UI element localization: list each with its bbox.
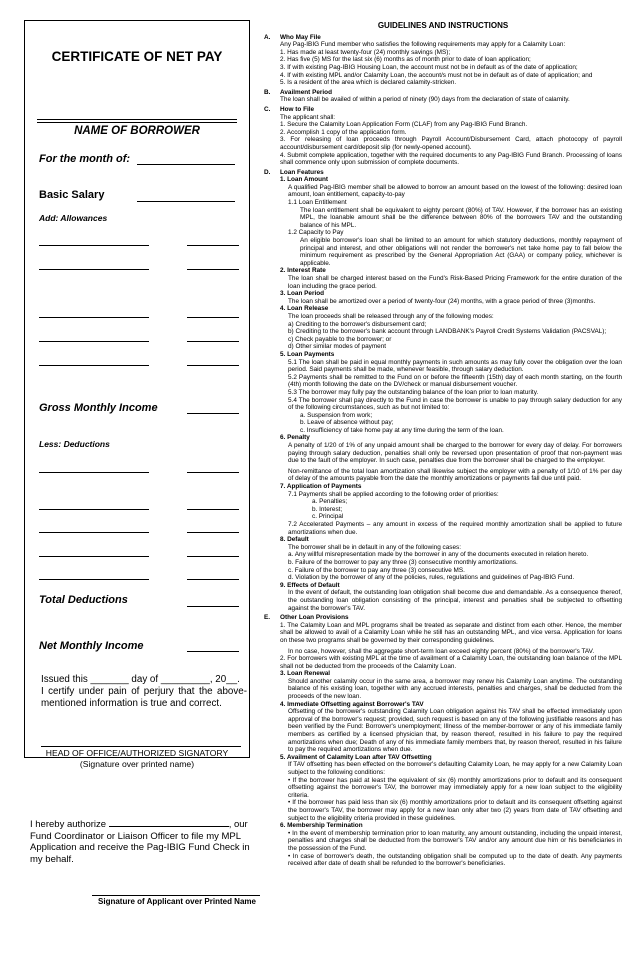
list-item: • If the borrower has paid less than six (6) monthly amortizations prior to default and its consequent offsetting against the borrower's TAV, the borrower may apply for a new loan only after two (2) years from date of TAV offsetting and subject to the eligibility criteria provided in these guidelines. <box>288 799 622 822</box>
subsection-text: A penalty of 1/20 of 1% of any unpaid amount shall be charged to the borrower for every day of delay. For borrowers paying through salary deduction, penalties shall only be reversed upon presentation of proof that non-payment was due to the fault of the employer. In such case, penalties due from the borrower shall be charged to the employer. <box>288 442 622 465</box>
list-item: 5.1 The loan shall be paid in equal monthly payments in such amounts as may fully cover the obligation over the loan period. Said payments shall be made, whenever feasible, through salary deduction. <box>288 358 622 374</box>
gross-monthly-income-label: Gross Monthly Income <box>39 402 158 414</box>
section-heading: Who May File <box>280 33 321 41</box>
list-item: a) Crediting to the borrower's disbursement card; <box>288 320 427 328</box>
subsection-text: In the event of default, the outstanding loan obligation shall become due and demandable. As a consequence thereof, the outstanding loan obligation consisting of the principal, interest and penalties shall be subjected to offsetting against the borrower's TAV. <box>288 589 622 612</box>
title-divider <box>37 119 237 123</box>
list-item: • In case of borrower's death, the outstanding obligation shall be computed up to the date of death. Any payments received after date of death shall be refunded to the borrower's beneficiaries. <box>288 852 622 868</box>
deduction-name-field[interactable] <box>39 556 149 557</box>
section-who-may-file <box>264 34 622 87</box>
subsection-text: Should another calamity occur in the same area, a borrower may renew his Calamity Loan anytime. The outstanding balance of his existing loan, together with any accrued interests, penalties and charges, shall be deducted from the proceeds of the new loan. <box>288 677 622 701</box>
subsection-text: 2. For borrowers with existing MPL at the time of availment of a Calamity Loan, the outstanding loan balance of the MPL shall not be deducted from the proceeds of the Calamity Loan. <box>280 655 622 670</box>
list-item: 3. If with existing Pag-IBIG Housing Loan, the account must not be in default as of the date of application; <box>280 63 578 71</box>
list-item: 3. For releasing of loan proceeds through Payroll Account/Disbursement Card, attach photocopy of payroll account/disbursement card/deposit slip (for newly-opened account). <box>280 136 622 151</box>
section-letter: E. <box>264 614 271 622</box>
list-item: • If the borrower has paid at least the equivalent of six (6) monthly amortizations prior to default and its consequent offsetting against the borrower's TAV, the borrower may immediately apply for a new loan subject to the eligibility criteria. <box>288 776 622 799</box>
list-item: 2. Accomplish 1 copy of the application form. <box>280 128 407 136</box>
allowance-amount-field[interactable] <box>187 317 239 318</box>
list-item: 7.1 Payments shall be applied according to the following order of priorities: <box>288 490 499 498</box>
section-availment-period <box>264 89 622 104</box>
applicant-signature-line[interactable] <box>92 895 260 896</box>
subsection-heading: 2. Interest Rate <box>280 267 326 275</box>
add-allowances-label: Add: Allowances <box>39 213 108 223</box>
subsection-heading: 5. Availment of Calamity Loan after TAV Offsetting <box>280 753 432 761</box>
deduction-name-field[interactable] <box>39 579 149 580</box>
section-text: The loan shall be availed of within a period of ninety (90) days from the declaration of state of calamity. <box>280 96 570 104</box>
list-item: c) Check payable to the borrower; or <box>288 335 392 343</box>
section-text: Any Pag-IBIG Fund member who satisfies the following requirements may apply for a Calamity Loan: <box>280 41 566 49</box>
list-item: a. Suspension from work; <box>300 411 373 419</box>
subsection-text: If TAV offsetting has been effected on the borrower's defaulting Calamity Loan, he may apply for a new Calamity Loan subject to the following conditions: <box>288 761 622 776</box>
subsection-heading: 7. Application of Payments <box>280 483 362 491</box>
subsection-heading: 6. Membership Termination <box>280 822 363 830</box>
subsection-text: The loan proceeds shall be released through any of the following modes: <box>288 312 494 320</box>
deduction-amount-field[interactable] <box>187 556 239 557</box>
subsection-text: A qualified Pag-IBIG member shall be allowed to borrow an amount based on the lowest of the following: desired loan amount, loan entitlement, capacity-to-pay <box>288 183 622 199</box>
subsection-text: 1. The Calamity Loan and MPL programs shall be treated as separate and distinct from each other. Hence, the member shall be allowed to avail of a Calamity Loan while he still has an outstanding MPL, and vice versa. Application for loans on these two programs shall be governed by their corresponding guidelines. <box>280 621 622 644</box>
issued-statement <box>41 674 247 710</box>
subsection-text: An eligible borrower's loan shall be limited to an amount for which statutory deductions, monthly repayment of principal and interest, and other obligations will not render the borrower's net take home pay to fall below the minimum requirement as prescribed by the General Appropriation Act (GAA) or company policy, whichever is applicable. <box>300 237 622 267</box>
month-field[interactable] <box>137 164 235 165</box>
deduction-name-field[interactable] <box>39 472 149 473</box>
allowance-amount-field[interactable] <box>187 341 239 342</box>
deduction-amount-field[interactable] <box>187 472 239 473</box>
applicant-signature-label: Signature of Applicant over Printed Name <box>98 897 256 906</box>
list-item: 5.2 Payments shall be remitted to the Fund on or before the fifteenth (15th) day of each month starting, on the fourth (4th) month following the date on the DV/check or manual disbursement voucher. <box>288 373 622 389</box>
issued-date-line: Issued this _______ day of _________, 20__. <box>41 674 240 685</box>
subsection-heading: 3. Loan Period <box>280 290 325 298</box>
allowance-name-field[interactable] <box>39 269 149 270</box>
section-heading: Other Loan Provisions <box>280 614 349 622</box>
list-item: d. Violation by the borrower of any of the policies, rules, regulations and guidelines of Pag-IBIG Fund. <box>288 574 575 582</box>
list-item: 5. Is a resident of the area which is declared calamity-stricken. <box>280 79 457 87</box>
signatory-signature-line[interactable] <box>41 746 241 747</box>
subsection-heading: 1.1 Loan Entitlement <box>288 199 347 207</box>
authorize-rest-text: our Fund Coordinator or Liaison Officer to file my MPL Application and receive the Pag-IBIG Fund Check in my behalf. <box>30 819 250 865</box>
subsection-text: The borrower shall be in default in any of the following cases: <box>288 543 461 551</box>
gross-monthly-income-field[interactable] <box>187 413 239 414</box>
deduction-amount-field[interactable] <box>187 509 239 510</box>
list-item: a. Penalties; <box>312 498 348 506</box>
list-item: 7.2 Accelerated Payments – any amount in excess of the required monthly amortization shall be applied to future amortizations when due. <box>288 521 622 536</box>
month-label: For the month of: <box>39 153 131 165</box>
subsection-text: The loan entitlement shall be equivalent to eighty percent (80%) of TAV. However, if the borrower has an existing MPL, the loanable amount shall be the difference between 80% of the borrowers TAV and the outstanding balance of his MPL. <box>300 206 622 229</box>
deduction-amount-field[interactable] <box>187 532 239 533</box>
subsection-heading: 5. Loan Payments <box>280 350 335 358</box>
subsection-heading: 4. Immediate Offsetting against Borrower's TAV <box>280 700 424 708</box>
deduction-name-field[interactable] <box>39 532 149 533</box>
deduction-amount-field[interactable] <box>187 579 239 580</box>
allowance-name-field[interactable] <box>39 365 149 366</box>
section-letter: C. <box>264 105 271 113</box>
total-deductions-field[interactable] <box>187 606 239 607</box>
subsection-heading: 6. Penalty <box>280 434 310 442</box>
list-item: 4. If with existing MPL and/or Calamity Loan, the account/s must not be in default as of date of application; and <box>280 71 593 79</box>
list-item: • In the event of membership termination prior to loan maturity, any amount outstanding, including the unpaid interest, penalties and charges shall be deducted from the borrower's TAV and/or any amount due him or his beneficiaries in the possession of the Fund. <box>288 829 622 852</box>
basic-salary-field[interactable] <box>137 201 235 202</box>
section-how-to-file <box>264 106 622 167</box>
list-item: b. Failure of the borrower to pay any three (3) consecutive monthly amortizations. <box>288 558 518 566</box>
list-item: 1. Has made at least twenty-four (24) monthly savings (MS); <box>280 48 451 56</box>
allowance-name-field[interactable] <box>39 317 149 318</box>
list-item: b. Leave of absence without pay; <box>300 419 394 427</box>
subsection-heading: 8. Default <box>280 536 309 544</box>
certificate-title: CERTIFICATE OF NET PAY <box>51 49 223 64</box>
subsection-heading: 3. Loan Renewal <box>280 670 331 678</box>
section-loan-features <box>264 169 622 612</box>
subsection-text: The loan shall be amortized over a period of twenty-four (24) months, with a grace period of three (3)months. <box>288 297 596 305</box>
allowance-amount-field[interactable] <box>187 245 239 246</box>
section-heading: Loan Features <box>280 168 324 176</box>
list-item: c. Insufficiency of take home pay at any time during the term of the loan. <box>300 426 504 434</box>
section-letter: B. <box>264 88 271 96</box>
net-monthly-income-label: Net Monthly Income <box>39 640 144 652</box>
subsection-heading: 1.2 Capacity to Pay <box>288 229 344 237</box>
signatory-label <box>25 748 249 770</box>
name-of-borrower: NAME OF BORROWER <box>74 125 200 137</box>
subsection-text: The loan shall be charged interest based on the Fund's Risk-Based Pricing Framework for the entire duration of the loan including the grace period. <box>288 275 622 290</box>
certificate-box <box>24 20 250 769</box>
list-item: 5.4 The borrower shall pay directly to the Fund in case the borrower is unable to pay through salary deduction for any of the following circumstances, such as but not limited to: <box>288 396 622 412</box>
list-item: a. Any willful misrepresentation made by the borrower in any of the documents executed in relation hereto. <box>288 551 589 559</box>
signatory-title: HEAD OF OFFICE/AUTHORIZED SIGNATORY <box>45 748 229 758</box>
basic-salary-label: Basic Salary <box>39 189 105 201</box>
net-monthly-income-field[interactable] <box>187 651 239 652</box>
section-heading: How to File <box>280 105 315 113</box>
list-item: c. Failure of the borrower to pay any three (3) consecutive MS. <box>288 566 465 574</box>
authorized-person-field[interactable] <box>109 818 229 827</box>
deduction-name-field[interactable] <box>39 509 149 510</box>
signatory-subtitle: (Signature over printed name) <box>79 759 195 769</box>
subsection-heading: 9. Effects of Default <box>280 581 340 589</box>
subsection-heading: 4. Loan Release <box>280 305 329 313</box>
allowance-amount-field[interactable] <box>187 365 239 366</box>
guidelines-panel <box>264 22 622 868</box>
section-heading: Availment Period <box>280 88 332 96</box>
allowance-name-field[interactable] <box>39 341 149 342</box>
certificate-panel <box>0 0 262 976</box>
section-other-loan-provisions <box>264 614 622 868</box>
subsection-text: In no case, however, shall the aggregate short-term loan exceed eighty percent (80%) of the borrower's TAV. <box>288 647 595 655</box>
authorization-statement: I hereby authorize , our Fund Coordinator or Liaison Officer to file my MPL Application and receive the Pag-IBIG Fund Check in my behalf. <box>30 819 250 865</box>
allowance-name-field[interactable] <box>39 245 149 246</box>
section-text: The applicant shall: <box>280 113 336 121</box>
total-deductions-label: Total Deductions <box>39 594 128 606</box>
subsection-text: Non-remittance of the total loan amortization shall likewise subject the employer with a penalty of 1/10 of 1% per day of delay of the amounts payable from the date the monthly amortizations or payments fall due until paid. <box>288 467 622 483</box>
section-letter: D. <box>264 168 271 176</box>
list-item: b) Crediting to the borrower's bank account through LANDBANK's Payroll Credit Systems Validation (PACSVAL); <box>288 328 607 336</box>
authorize-text: I hereby authorize <box>30 819 107 830</box>
list-item: 1. Secure the Calamity Loan Application Form (CLAF) from any Pag-IBIG Fund Branch. <box>280 121 528 129</box>
subsection-text: Offsetting of the borrower's outstanding Calamity Loan obligation against his TAV shall be effected immediately upon approval of the borrower's request; provided, such request is based on any of the following justifiable reasons and has been verified by the Fund: Borrower's unemployment; Illness of the member-borrower or any of his immediate family members as certified by a licensed physician that, by reason thereof, resulted in his failure to pay the required amortizations when due; Death of any of his immediate family members that, by reason thereof, resulted in his failure to pay the required amortizations when due. <box>288 708 622 754</box>
list-item: 2. Has five (5) MS for the last six (6) months as of month prior to date of loan application; <box>280 56 531 64</box>
subsection-heading: 1. Loan Amount <box>280 176 329 184</box>
list-item: c. Principal <box>312 513 344 521</box>
list-item: b. Interest; <box>312 505 343 513</box>
certify-text: I certify under pain of perjury that the above-mentioned information is true and correct. <box>41 686 247 709</box>
list-item: 5.3 The borrower may fully pay the outstanding balance of the loan prior to loan maturity. <box>288 388 539 396</box>
list-item: d) Other similar modes of payment <box>288 343 387 351</box>
section-letter: A. <box>264 33 271 41</box>
less-deductions-label: Less: Deductions <box>39 439 110 449</box>
guidelines-title: GUIDELINES AND INSTRUCTIONS <box>377 21 509 30</box>
allowance-amount-field[interactable] <box>187 269 239 270</box>
list-item: 4. Submit complete application, together with the required documents to any Pag-IBIG Fund Branch. Processing of loans shall commence only upon submission of complete documents. <box>280 151 622 167</box>
